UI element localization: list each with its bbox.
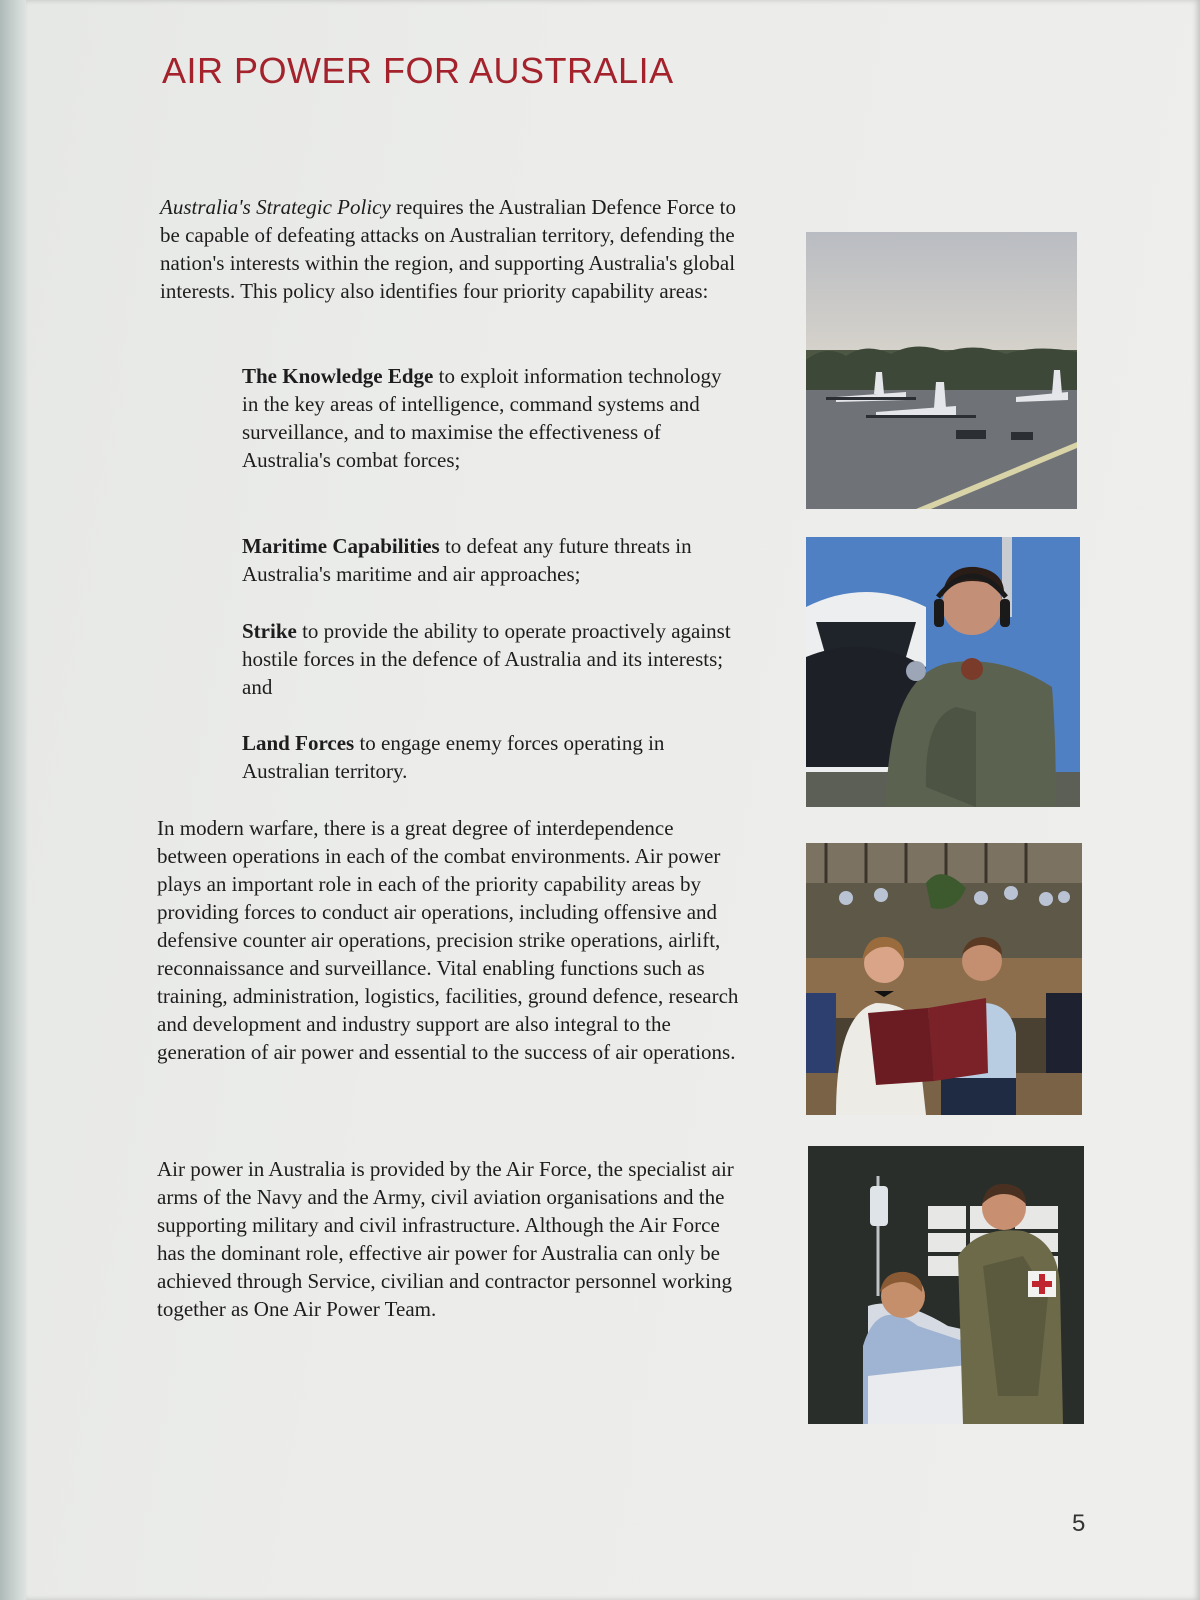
capability-text: to engage enemy forces operating in Australian territory. — [242, 731, 665, 783]
capability-name: Land Forces — [242, 731, 355, 755]
capability-name: Maritime Capabilities — [242, 534, 440, 558]
field-hospital-photo — [808, 1146, 1084, 1424]
air-power-team-paragraph: Air power in Australia is provided by the Air Force, the specialist air arms of the Navy and the Army, civil aviation organisations and the supporting military and civil infrastructure. Although the Air Force has the dominant role, effective air power for Australia can only be achieved through Service, civilian and contractor personnel working together as One Air Power Team. — [157, 1157, 734, 1321]
capability-name: The Knowledge Edge — [242, 364, 434, 388]
intro-paragraph — [160, 193, 740, 305]
capability-name: Strike — [242, 619, 297, 643]
capability-text: to exploit information technology in the key areas of intelligence, command systems and surveillance, and to maximise the effectiveness of Australia's combat forces; — [242, 364, 722, 472]
capability-item — [242, 362, 742, 474]
aircrew-officer-photo — [806, 537, 1080, 807]
binding-spine — [0, 0, 28, 1600]
warfare-paragraph: In modern warfare, there is a great degree of interdependence between operations in each of the combat environments. Air power plays an important role in each of the priority capability areas by providing forces to conduct air operations, including offensive and defensive counter air operations, precision strike operations, airlift, reconnaissance and surveillance. Vital enabling functions such as training, administration, logistics, facilities, ground defence, research and development and industry support are also integral to the generation of air power and essential to the success of air operations. — [157, 816, 739, 1064]
capability-text: to provide the ability to operate proactively against hostile forces in the defence of Australia and its interests; and — [242, 619, 731, 699]
policy-name: Australia's Strategic Policy — [160, 195, 391, 219]
page-number: 5 — [1072, 1510, 1086, 1537]
capability-item — [242, 617, 742, 701]
dining-hall-photo — [806, 843, 1082, 1115]
capability-item — [242, 532, 742, 588]
page-title: AIR POWER FOR AUSTRALIA — [162, 50, 674, 91]
aircraft-apron-photo — [806, 232, 1077, 509]
capability-text: to defeat any future threats in Australia's maritime and air approaches; — [242, 534, 692, 586]
intro-text: requires the Australian Defence Force to be capable of defeating attacks on Australian territory, defending the nation's interests within the region, and supporting Australia's global interests. This policy also identifies four priority capability areas: — [160, 195, 736, 303]
capability-item — [242, 729, 742, 785]
